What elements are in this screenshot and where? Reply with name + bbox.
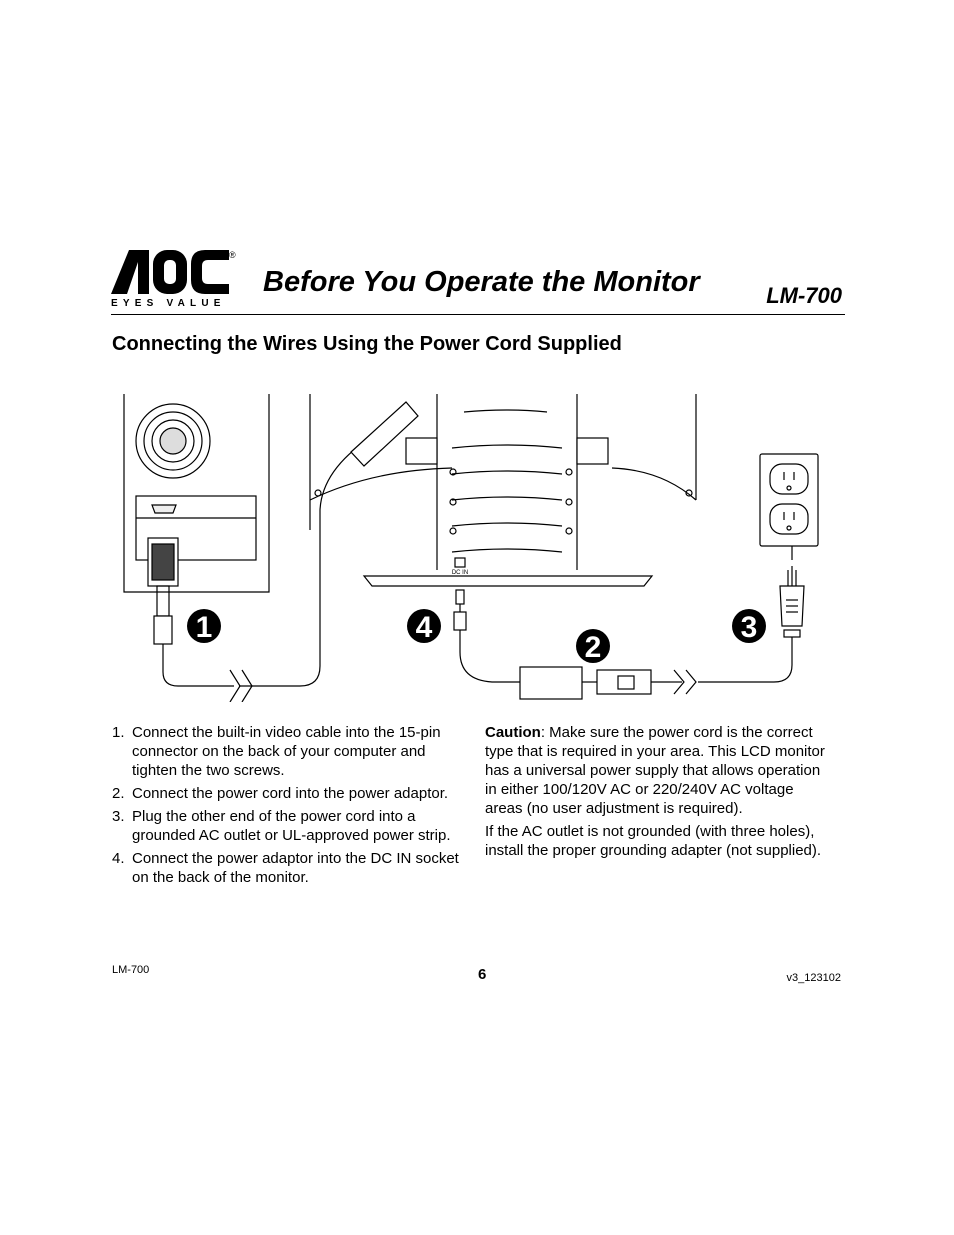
page-number: 6 [478, 966, 487, 983]
step-number: 2. [112, 785, 125, 802]
callout-1 [187, 609, 221, 644]
list-item [112, 849, 464, 887]
callout-4 [407, 609, 441, 644]
callout-2-label: 2 [584, 631, 602, 664]
callout-4-label: 4 [415, 611, 433, 644]
callout-3 [732, 609, 766, 644]
list-item [112, 784, 464, 803]
page-title: Before You Operate the Monitor [263, 266, 700, 298]
step-number: 3. [112, 808, 125, 825]
model-heading: LM-700 [766, 283, 842, 308]
connection-diagram [122, 390, 820, 702]
logo-tagline: EYES VALUE [111, 298, 226, 309]
footer-version: v3_123102 [786, 972, 841, 984]
step-number: 4. [112, 850, 125, 867]
step-number: 1. [112, 724, 125, 741]
list-item [112, 723, 464, 780]
grounding-paragraph: If the AC outlet is not grounded (with three holes), install the proper grounding adapter (not supplied). [485, 823, 822, 859]
setup-steps [112, 723, 464, 891]
step-text: Connect the built-in video cable into the 15-pin connector on the back of your computer and tighten the two screws. [132, 724, 441, 779]
step-text: Connect the power adaptor into the DC IN socket on the back of the monitor. [132, 850, 459, 886]
section-title: Connecting the Wires Using the Power Cord Supplied [112, 333, 622, 355]
registered-mark: ® [229, 250, 236, 260]
callout-1-label: 1 [195, 611, 213, 644]
header-rule [111, 314, 845, 315]
step-text: Plug the other end of the power cord into a grounded AC outlet or UL-approved power strip. [132, 808, 451, 844]
caution-notes [485, 723, 835, 864]
caution-paragraph [485, 723, 835, 818]
dc-in-label: DC IN [451, 570, 469, 576]
footer-model: LM-700 [112, 964, 150, 976]
list-item [112, 807, 464, 845]
caution-text: : Make sure the power cord is the correct type that is required in your area. This LCD monitor has a universal power supply that allows operation in either 100/120V AC or 220/240V AC voltage areas (no user adjustment is required). [485, 724, 825, 817]
step-text: Connect the power cord into the power adaptor. [132, 785, 449, 802]
aoc-logo-mark [111, 250, 229, 294]
caution-label: Caution [485, 724, 541, 741]
callout-2 [576, 629, 610, 664]
callout-3-label: 3 [740, 611, 758, 644]
